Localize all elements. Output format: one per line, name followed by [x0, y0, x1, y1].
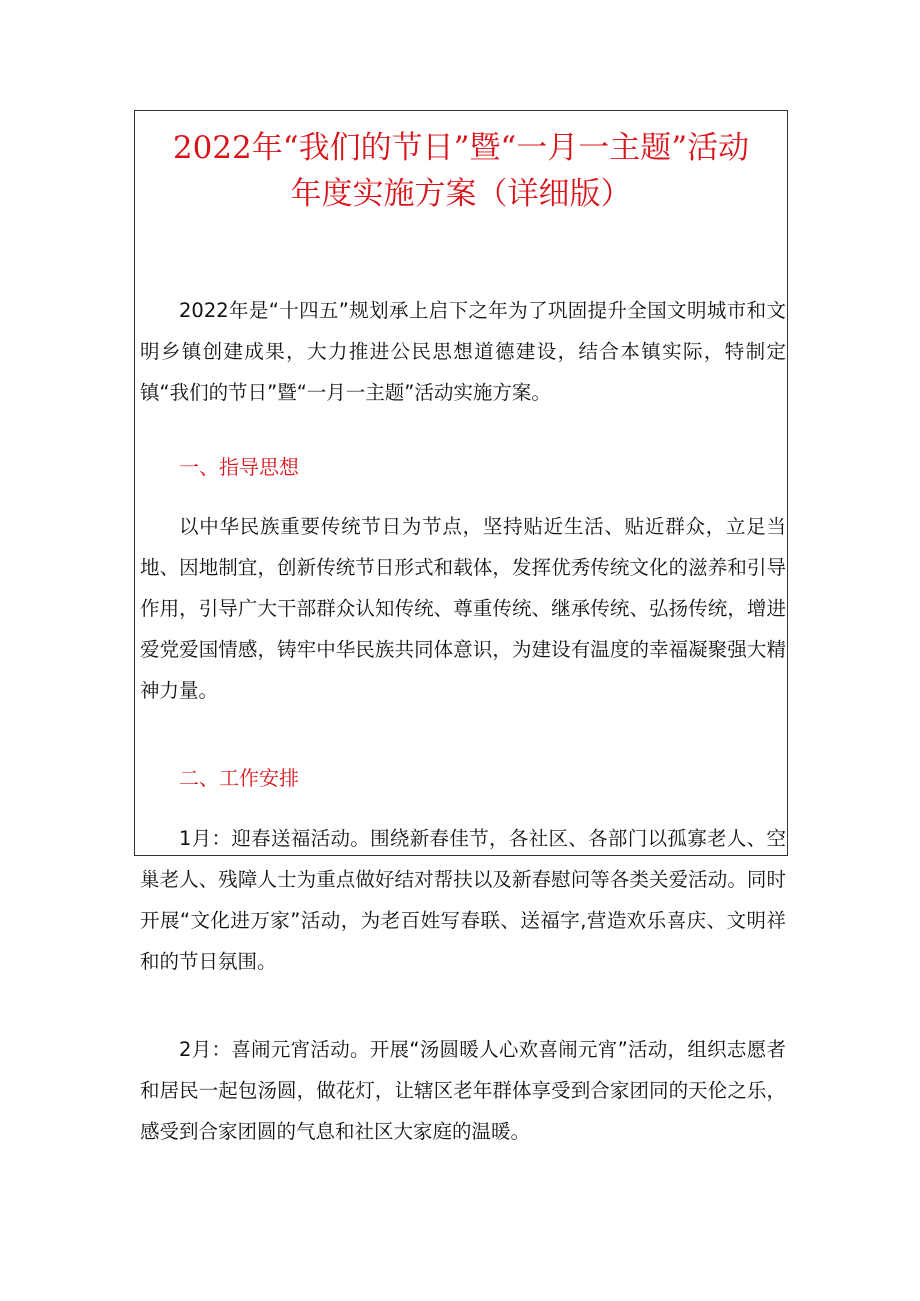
document-frame [134, 110, 788, 1143]
january-activity-paragraph: 1月：迎春送福活动。围绕新春佳节，各社区、各部门以孤寡老人、空巢老人、残障人士为重点做好结对帮扶以及新春慰问等各类关爱活动。同时开展“文化进万家”活动，为老百姓写春联、送福字,营造欢乐喜庆、文明祥和的节日氛围。 [140, 827, 786, 973]
section-heading-guiding-ideology: 一、指导思想 [179, 455, 299, 479]
february-activity-paragraph: 2月：喜闹元宵活动。开展“汤圆暖人心欢喜闹元宵”活动，组织志愿者和居民一起包汤圆，做花灯，让辖区老年群体享受到合家团同的天伦之乐，感受到合家团圆的气息和社区大家庭的温暖。 [140, 1038, 786, 1143]
guiding-ideology-paragraph: 以中华民族重要传统节日为节点，坚持贴近生活、贴近群众，立足当地、因地制宜，创新传统节日形式和载体，发挥优秀传统文化的滋养和引导作用，引导广大干部群众认知传统、尊重传统、继承传统、弘扬传统，增进爱党爱国情感，铸牢中华民族共同体意识，为建设有温度的幸福凝聚强大精神力量。 [140, 515, 786, 702]
intro-paragraph: 2022年是“十四五”规划承上启下之年为了巩固提升全国文明城市和文明乡镇创建成果，大力推进公民思想道德建设，结合本镇实际，特制定镇“我们的节日”暨“一月一主题”活动实施方案。 [140, 299, 786, 404]
section-heading-work-arrangement: 二、工作安排 [179, 766, 299, 790]
document-title-line1: 2022年“我们的节日”暨“一月一主题”活动 [172, 130, 750, 166]
document-title-line2: 年度实施方案（详细版） [290, 176, 632, 212]
